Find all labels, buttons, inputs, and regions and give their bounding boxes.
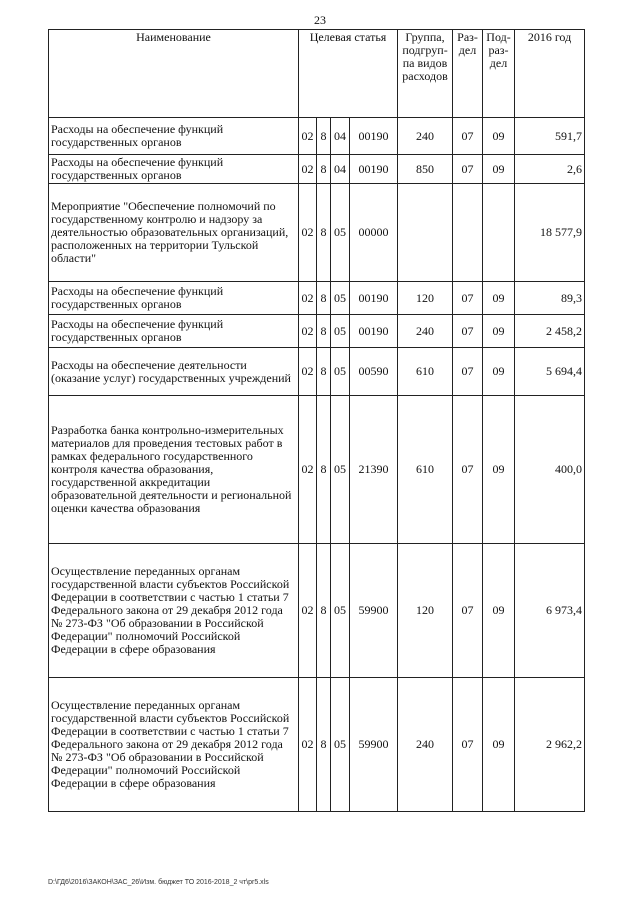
row-name: Осуществление переданных органам государственной власти субъектов Российской Федерации в соответствии с частью 1 статьи 7 Федерального закона от 29 декабря 2012 года № 273-ФЗ "Об образовании в Российской Федерации" полномочий Российской Федерации в сфере образования xyxy=(49,678,299,812)
code-subprogram: 8 xyxy=(317,282,331,315)
expense-group xyxy=(398,184,453,282)
code-direction: 00190 xyxy=(350,282,398,315)
code-subprogram: 8 xyxy=(317,155,331,184)
section-code: 07 xyxy=(453,348,483,396)
expense-group: 120 xyxy=(398,544,453,678)
subsection-code: 09 xyxy=(483,155,515,184)
page-number: 23 xyxy=(314,13,326,27)
footer-file-path: D:\ГД6\2016\ЗАКОН\ЗАС_26\Изм. бюджет ТО 2016-2018_2 чт\pr5.xls xyxy=(48,879,269,886)
code-direction: 00000 xyxy=(350,184,398,282)
code-program: 02 xyxy=(299,678,317,812)
code-event: 05 xyxy=(331,282,350,315)
code-event: 05 xyxy=(331,678,350,812)
subsection-code: 09 xyxy=(483,544,515,678)
header-name: Наименование xyxy=(49,30,299,118)
amount-2016: 2 962,2 xyxy=(515,678,585,812)
subsection-code xyxy=(483,184,515,282)
code-program: 02 xyxy=(299,396,317,544)
amount-2016: 89,3 xyxy=(515,282,585,315)
subsection-code: 09 xyxy=(483,348,515,396)
amount-2016: 6 973,4 xyxy=(515,544,585,678)
row-name: Осуществление переданных органам государственной власти субъектов Российской Федерации в соответствии с частью 1 статьи 7 Федерального закона от 29 декабря 2012 года № 273-ФЗ "Об образовании в Российской Федерации" полномочий Российской Федерации в сфере образования xyxy=(49,544,299,678)
expense-group: 240 xyxy=(398,678,453,812)
section-code: 07 xyxy=(453,315,483,348)
code-program: 02 xyxy=(299,282,317,315)
row-name: Расходы на обеспечение функций государственных органов xyxy=(49,315,299,348)
code-program: 02 xyxy=(299,118,317,155)
header-year: 2016 год xyxy=(515,30,585,118)
code-event: 05 xyxy=(331,544,350,678)
amount-2016: 591,7 xyxy=(515,118,585,155)
table-row xyxy=(49,544,585,678)
code-direction: 00590 xyxy=(350,348,398,396)
table-row xyxy=(49,184,585,282)
row-name: Расходы на обеспечение функций государственных органов xyxy=(49,155,299,184)
row-name: Разработка банка контрольно-измерительных материалов для проведения тестовых работ в рамках федерального государственного контроля качества образования, государственной аккредитации образовательной деятельности и региональной оценки качества образования xyxy=(49,396,299,544)
amount-2016: 18 577,9 xyxy=(515,184,585,282)
table-row xyxy=(49,118,585,155)
row-name: Мероприятие "Обеспечение полномочий по государственному контролю и надзору за деятельностью образовательных организаций, расположенных на территории Тульской области" xyxy=(49,184,299,282)
code-program: 02 xyxy=(299,155,317,184)
table-header-row xyxy=(49,30,585,118)
code-subprogram: 8 xyxy=(317,315,331,348)
subsection-code: 09 xyxy=(483,396,515,544)
amount-2016: 2 458,2 xyxy=(515,315,585,348)
subsection-code: 09 xyxy=(483,118,515,155)
expense-group: 120 xyxy=(398,282,453,315)
code-event: 04 xyxy=(331,118,350,155)
table-row xyxy=(49,155,585,184)
code-event: 05 xyxy=(331,348,350,396)
expense-group: 240 xyxy=(398,315,453,348)
subsection-code: 09 xyxy=(483,315,515,348)
header-subsection: Под-раз-дел xyxy=(483,30,515,118)
table-row xyxy=(49,348,585,396)
section-code xyxy=(453,184,483,282)
code-subprogram: 8 xyxy=(317,396,331,544)
amount-2016: 2,6 xyxy=(515,155,585,184)
amount-2016: 5 694,4 xyxy=(515,348,585,396)
row-name: Расходы на обеспечение функций государственных органов xyxy=(49,282,299,315)
code-direction: 00190 xyxy=(350,118,398,155)
code-program: 02 xyxy=(299,184,317,282)
code-subprogram: 8 xyxy=(317,348,331,396)
code-direction: 59900 xyxy=(350,544,398,678)
subsection-code: 09 xyxy=(483,282,515,315)
code-event: 05 xyxy=(331,184,350,282)
table-row xyxy=(49,396,585,544)
subsection-code: 09 xyxy=(483,678,515,812)
code-direction: 59900 xyxy=(350,678,398,812)
code-program: 02 xyxy=(299,315,317,348)
code-subprogram: 8 xyxy=(317,118,331,155)
code-event: 05 xyxy=(331,315,350,348)
header-group: Группа, подгруп-па видов расходов xyxy=(398,30,453,118)
section-code: 07 xyxy=(453,155,483,184)
budget-table xyxy=(48,29,585,812)
expense-group: 240 xyxy=(398,118,453,155)
table-row xyxy=(49,282,585,315)
table-row xyxy=(49,678,585,812)
code-subprogram: 8 xyxy=(317,678,331,812)
code-subprogram: 8 xyxy=(317,184,331,282)
expense-group: 610 xyxy=(398,396,453,544)
code-program: 02 xyxy=(299,544,317,678)
section-code: 07 xyxy=(453,544,483,678)
amount-2016: 400,0 xyxy=(515,396,585,544)
code-direction: 21390 xyxy=(350,396,398,544)
row-name: Расходы на обеспечение деятельности (оказание услуг) государственных учреждений xyxy=(49,348,299,396)
section-code: 07 xyxy=(453,678,483,812)
expense-group: 850 xyxy=(398,155,453,184)
code-program: 02 xyxy=(299,348,317,396)
header-target-article: Целевая статья xyxy=(299,30,398,118)
section-code: 07 xyxy=(453,118,483,155)
section-code: 07 xyxy=(453,396,483,544)
row-name: Расходы на обеспечение функций государственных органов xyxy=(49,118,299,155)
code-direction: 00190 xyxy=(350,155,398,184)
code-event: 05 xyxy=(331,396,350,544)
header-section: Раз-дел xyxy=(453,30,483,118)
section-code: 07 xyxy=(453,282,483,315)
code-direction: 00190 xyxy=(350,315,398,348)
expense-group: 610 xyxy=(398,348,453,396)
code-subprogram: 8 xyxy=(317,544,331,678)
table-row xyxy=(49,315,585,348)
code-event: 04 xyxy=(331,155,350,184)
